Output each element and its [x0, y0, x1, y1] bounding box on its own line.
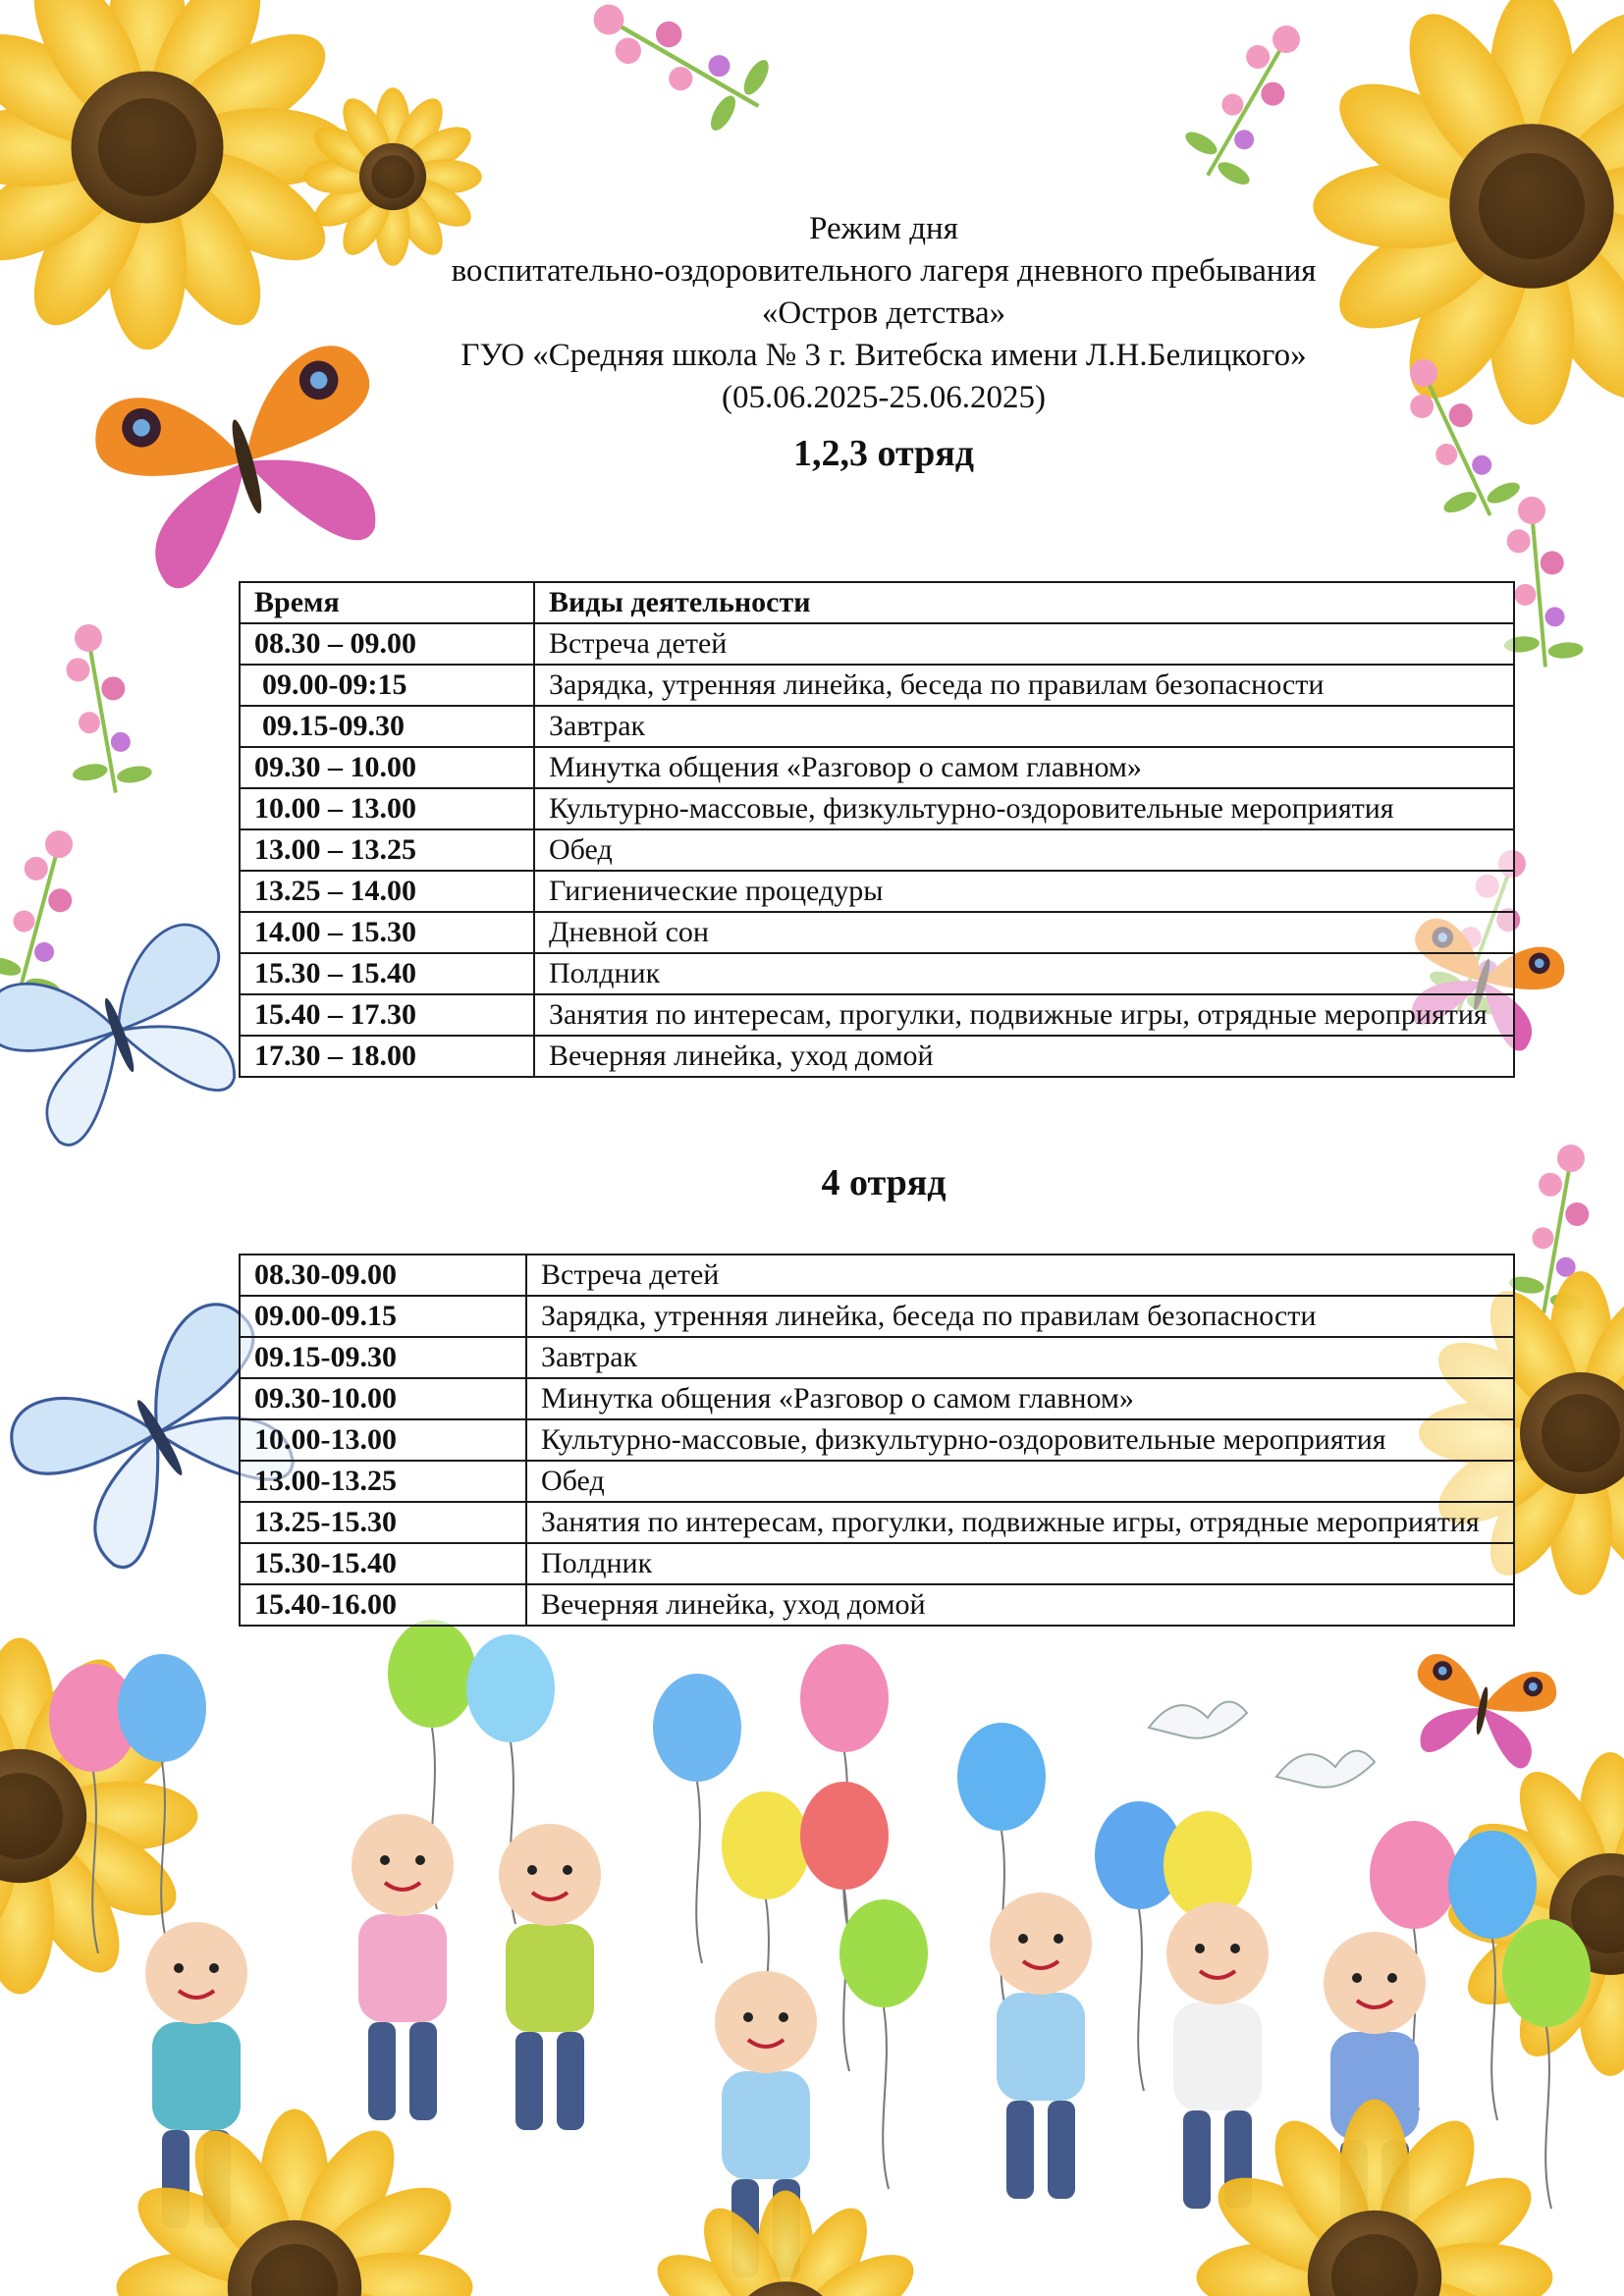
table-row: [240, 1255, 1514, 1296]
time-cell: 15.40 – 17.30: [240, 994, 534, 1036]
activity-cell: Завтрак: [526, 1337, 1514, 1378]
activity-cell: Завтрак: [534, 706, 1514, 747]
table-row: [240, 1461, 1514, 1502]
time-cell: 09.30-10.00: [240, 1378, 526, 1419]
table-row: [240, 994, 1514, 1036]
activity-cell: Обед: [534, 829, 1514, 871]
table-row: [240, 747, 1514, 788]
table-row: [240, 1543, 1514, 1584]
table-row: [240, 665, 1514, 706]
activity-cell: Обед: [526, 1461, 1514, 1502]
time-cell: 13.00-13.25: [240, 1461, 526, 1502]
header-line-2: воспитательно-оздоровительного лагеря дневного пребывания: [451, 253, 1317, 289]
time-cell: 09.00-09:15: [240, 665, 534, 706]
activity-cell: Минутка общения «Разговор о самом главном»: [526, 1378, 1514, 1419]
time-cell: 15.40-16.00: [240, 1584, 526, 1626]
activity-cell: Вечерняя линейка, уход домой: [534, 1036, 1514, 1077]
activity-cell: Встреча детей: [526, 1255, 1514, 1296]
activity-cell: Занятия по интересам, прогулки, подвижные игры, отрядные мероприятия: [534, 994, 1514, 1036]
time-cell: 14.00 – 15.30: [240, 912, 534, 953]
header-line-3: «Остров детства»: [761, 295, 1006, 331]
table-row: [240, 871, 1514, 912]
activity-cell: Занятия по интересам, прогулки, подвижные игры, отрядные мероприятия: [526, 1502, 1514, 1543]
table-row: [240, 1502, 1514, 1543]
time-cell: 13.25 – 14.00: [240, 871, 534, 912]
activity-cell: Зарядка, утренняя линейка, беседа по правилам безопасности: [534, 665, 1514, 706]
table-row: [240, 912, 1514, 953]
activity-cell: Культурно-массовые, физкультурно-оздоровительные мероприятия: [526, 1419, 1514, 1461]
time-cell: 13.00 – 13.25: [240, 829, 534, 871]
time-cell: 08.30-09.00: [240, 1255, 526, 1296]
activity-cell: Дневной сон: [534, 912, 1514, 953]
time-cell: 08.30 – 09.00: [240, 623, 534, 665]
table-row: [240, 1337, 1514, 1378]
column-header-activity: Виды деятельности: [534, 582, 1514, 623]
table-row: [240, 829, 1514, 871]
time-cell: 13.25-15.30: [240, 1502, 526, 1543]
activity-cell: Полдник: [526, 1543, 1514, 1584]
table-row: [240, 1584, 1514, 1626]
table-row: [240, 1296, 1514, 1337]
time-cell: 10.00 – 13.00: [240, 788, 534, 829]
time-cell: 15.30-15.40: [240, 1543, 526, 1584]
squad-4-title: 4 отряд: [821, 1162, 947, 1203]
activity-cell: Гигиенические процедуры: [534, 871, 1514, 912]
activity-cell: Встреча детей: [534, 623, 1514, 665]
table-row: [240, 1419, 1514, 1461]
table-header-row: [240, 582, 1514, 623]
time-cell: 09.30 – 10.00: [240, 747, 534, 788]
time-cell: 15.30 – 15.40: [240, 953, 534, 994]
table-row: [240, 706, 1514, 747]
header-line-5: (05.06.2025-25.06.2025): [722, 380, 1046, 415]
header-line-4: ГУО «Средняя школа № 3 г. Витебска имени Л.Н.Белицкого»: [460, 338, 1307, 373]
time-cell: 17.30 – 18.00: [240, 1036, 534, 1077]
activity-cell: Культурно-массовые, физкультурно-оздоровительные мероприятия: [534, 788, 1514, 829]
time-cell: 09.00-09.15: [240, 1296, 526, 1337]
table-row: [240, 953, 1514, 994]
time-cell: 09.15-09.30: [240, 1337, 526, 1378]
squad-1-title: 1,2,3 отряд: [792, 433, 975, 474]
table-row: [240, 1036, 1514, 1077]
time-cell: 09.15-09.30: [240, 706, 534, 747]
activity-cell: Минутка общения «Разговор о самом главном»: [534, 747, 1514, 788]
activity-cell: Полдник: [534, 953, 1514, 994]
table-row: [240, 1378, 1514, 1419]
schedule-table-squad-4: [239, 1254, 1515, 1627]
header-line-1: Режим дня: [809, 211, 958, 246]
table-row: [240, 623, 1514, 665]
activity-cell: Вечерняя линейка, уход домой: [526, 1584, 1514, 1626]
column-header-time: Время: [240, 582, 534, 623]
activity-cell: Зарядка, утренняя линейка, беседа по правилам безопасности: [526, 1296, 1514, 1337]
schedule-table-squads-1-3: [239, 581, 1515, 1078]
document-header: [295, 208, 1473, 419]
table-row: [240, 788, 1514, 829]
time-cell: 10.00-13.00: [240, 1419, 526, 1461]
